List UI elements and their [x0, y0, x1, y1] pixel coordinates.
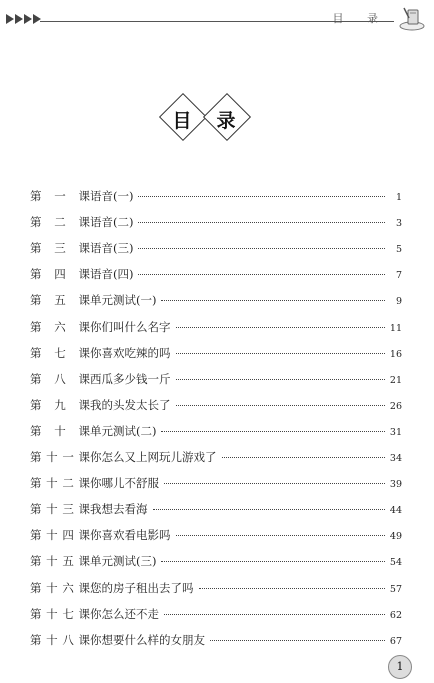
page-ref: 54	[389, 557, 402, 569]
dot-leader	[176, 405, 386, 406]
toc-entry[interactable]	[30, 371, 402, 389]
lesson-number: 第 十 课	[30, 423, 90, 438]
lesson-number: 第 四 课	[30, 267, 90, 282]
toc-entry[interactable]	[30, 606, 402, 624]
dot-leader	[138, 222, 385, 223]
lesson-number: 第 十 四 课	[30, 528, 90, 543]
dot-leader	[176, 535, 386, 536]
dot-leader	[222, 457, 386, 458]
page-ref: 67	[389, 635, 402, 647]
lesson-number: 第 十 七 课	[30, 606, 90, 621]
toc-entry[interactable]	[30, 632, 402, 650]
dot-leader	[164, 614, 385, 615]
toc-entry[interactable]	[30, 553, 402, 571]
dot-leader	[164, 483, 385, 484]
lesson-number: 第 十 一 课	[30, 450, 90, 464]
lesson-title: 语音(二)	[90, 215, 134, 230]
page-ref: 16	[389, 348, 402, 360]
page-header	[0, 0, 434, 40]
lesson-number: 第 一 课	[30, 189, 90, 203]
dot-leader	[161, 431, 385, 432]
chevron-ornament-icon	[6, 14, 42, 24]
page-ref: 57	[389, 583, 402, 595]
page-ref: 5	[395, 244, 402, 256]
dot-leader	[176, 353, 386, 354]
lesson-title: 你喜欢看电影吗	[90, 528, 171, 543]
dot-leader	[199, 588, 386, 589]
page-ref: 39	[389, 479, 402, 491]
page-ref: 3	[395, 218, 402, 230]
lesson-number: 第 十 六 课	[30, 580, 90, 595]
dot-leader	[138, 196, 385, 197]
lesson-number: 第 九 课	[30, 397, 90, 412]
toc-entry[interactable]	[30, 580, 402, 598]
dot-leader	[161, 300, 385, 301]
toc-entry[interactable]	[30, 214, 402, 232]
lesson-title: 语音(一)	[90, 189, 134, 203]
lesson-title: 你怎么又上网玩儿游戏了	[90, 450, 217, 464]
lesson-number: 第 二 课	[30, 215, 90, 230]
lesson-number: 第 六 课	[30, 319, 90, 334]
book-pen-icon	[398, 4, 426, 32]
lesson-number: 第 十 三 课	[30, 502, 90, 517]
lesson-title: 语音(四)	[90, 267, 134, 282]
lesson-title: 你想要什么样的女朋友	[90, 632, 205, 647]
lesson-title: 你哪儿不舒服	[90, 476, 159, 491]
toc-entry[interactable]	[30, 527, 402, 545]
toc-heading-char: 目	[172, 110, 192, 132]
toc-entry[interactable]	[30, 397, 402, 415]
toc-heading	[160, 98, 252, 142]
page-ref: 49	[389, 531, 402, 543]
page-ref: 21	[389, 374, 402, 386]
dot-leader	[176, 379, 386, 380]
toc-entry[interactable]	[30, 475, 402, 493]
dot-leader	[138, 274, 385, 275]
dot-leader	[176, 327, 386, 328]
lesson-number: 第 五 课	[30, 293, 90, 308]
lesson-title: 单元测试(三)	[90, 554, 157, 569]
lesson-number: 第 十 八 课	[30, 632, 90, 647]
toc-entry[interactable]	[30, 188, 402, 206]
lesson-title: 语音(三)	[90, 241, 134, 256]
lesson-number: 第 八 课	[30, 371, 90, 386]
lesson-title: 你喜欢吃辣的吗	[90, 345, 171, 360]
page-ref: 44	[389, 505, 402, 517]
lesson-title: 您的房子租出去了吗	[90, 580, 194, 595]
toc-entry[interactable]	[30, 266, 402, 284]
page-ref: 26	[389, 400, 402, 412]
lesson-title: 我想去看海	[90, 502, 148, 517]
toc-heading-char: 录	[216, 110, 236, 132]
page-ref: 9	[395, 296, 402, 308]
page-number: 1	[388, 655, 412, 679]
lesson-title: 你们叫什么名字	[90, 319, 171, 334]
lesson-title: 我的头发太长了	[90, 397, 171, 412]
page-ref: 1	[395, 192, 402, 203]
toc-entry[interactable]	[30, 319, 402, 337]
page-ref: 62	[389, 609, 402, 621]
toc-entry[interactable]	[30, 240, 402, 258]
lesson-title: 单元测试(一)	[90, 293, 157, 308]
header-title: 目 录	[332, 12, 388, 25]
toc-entry[interactable]	[30, 345, 402, 363]
page-ref: 7	[395, 270, 402, 282]
page-ref: 31	[389, 426, 402, 438]
lesson-title: 你怎么还不走	[90, 606, 159, 621]
lesson-number: 第 十 五 课	[30, 554, 90, 569]
lesson-number: 第 七 课	[30, 345, 90, 360]
dot-leader	[153, 509, 386, 510]
toc-entry[interactable]	[30, 423, 402, 441]
dot-leader	[161, 561, 385, 562]
toc-entry[interactable]	[30, 292, 402, 310]
lesson-title: 西瓜多少钱一斤	[90, 371, 171, 386]
lesson-number: 第 十 二 课	[30, 476, 90, 491]
dot-leader	[138, 248, 385, 249]
lesson-number: 第 三 课	[30, 241, 90, 256]
toc-entry[interactable]	[30, 449, 402, 467]
dot-leader	[210, 640, 385, 641]
toc-entry[interactable]	[30, 501, 402, 519]
page-ref: 34	[389, 453, 402, 464]
page-ref: 11	[389, 322, 402, 334]
lesson-title: 单元测试(二)	[90, 423, 157, 438]
